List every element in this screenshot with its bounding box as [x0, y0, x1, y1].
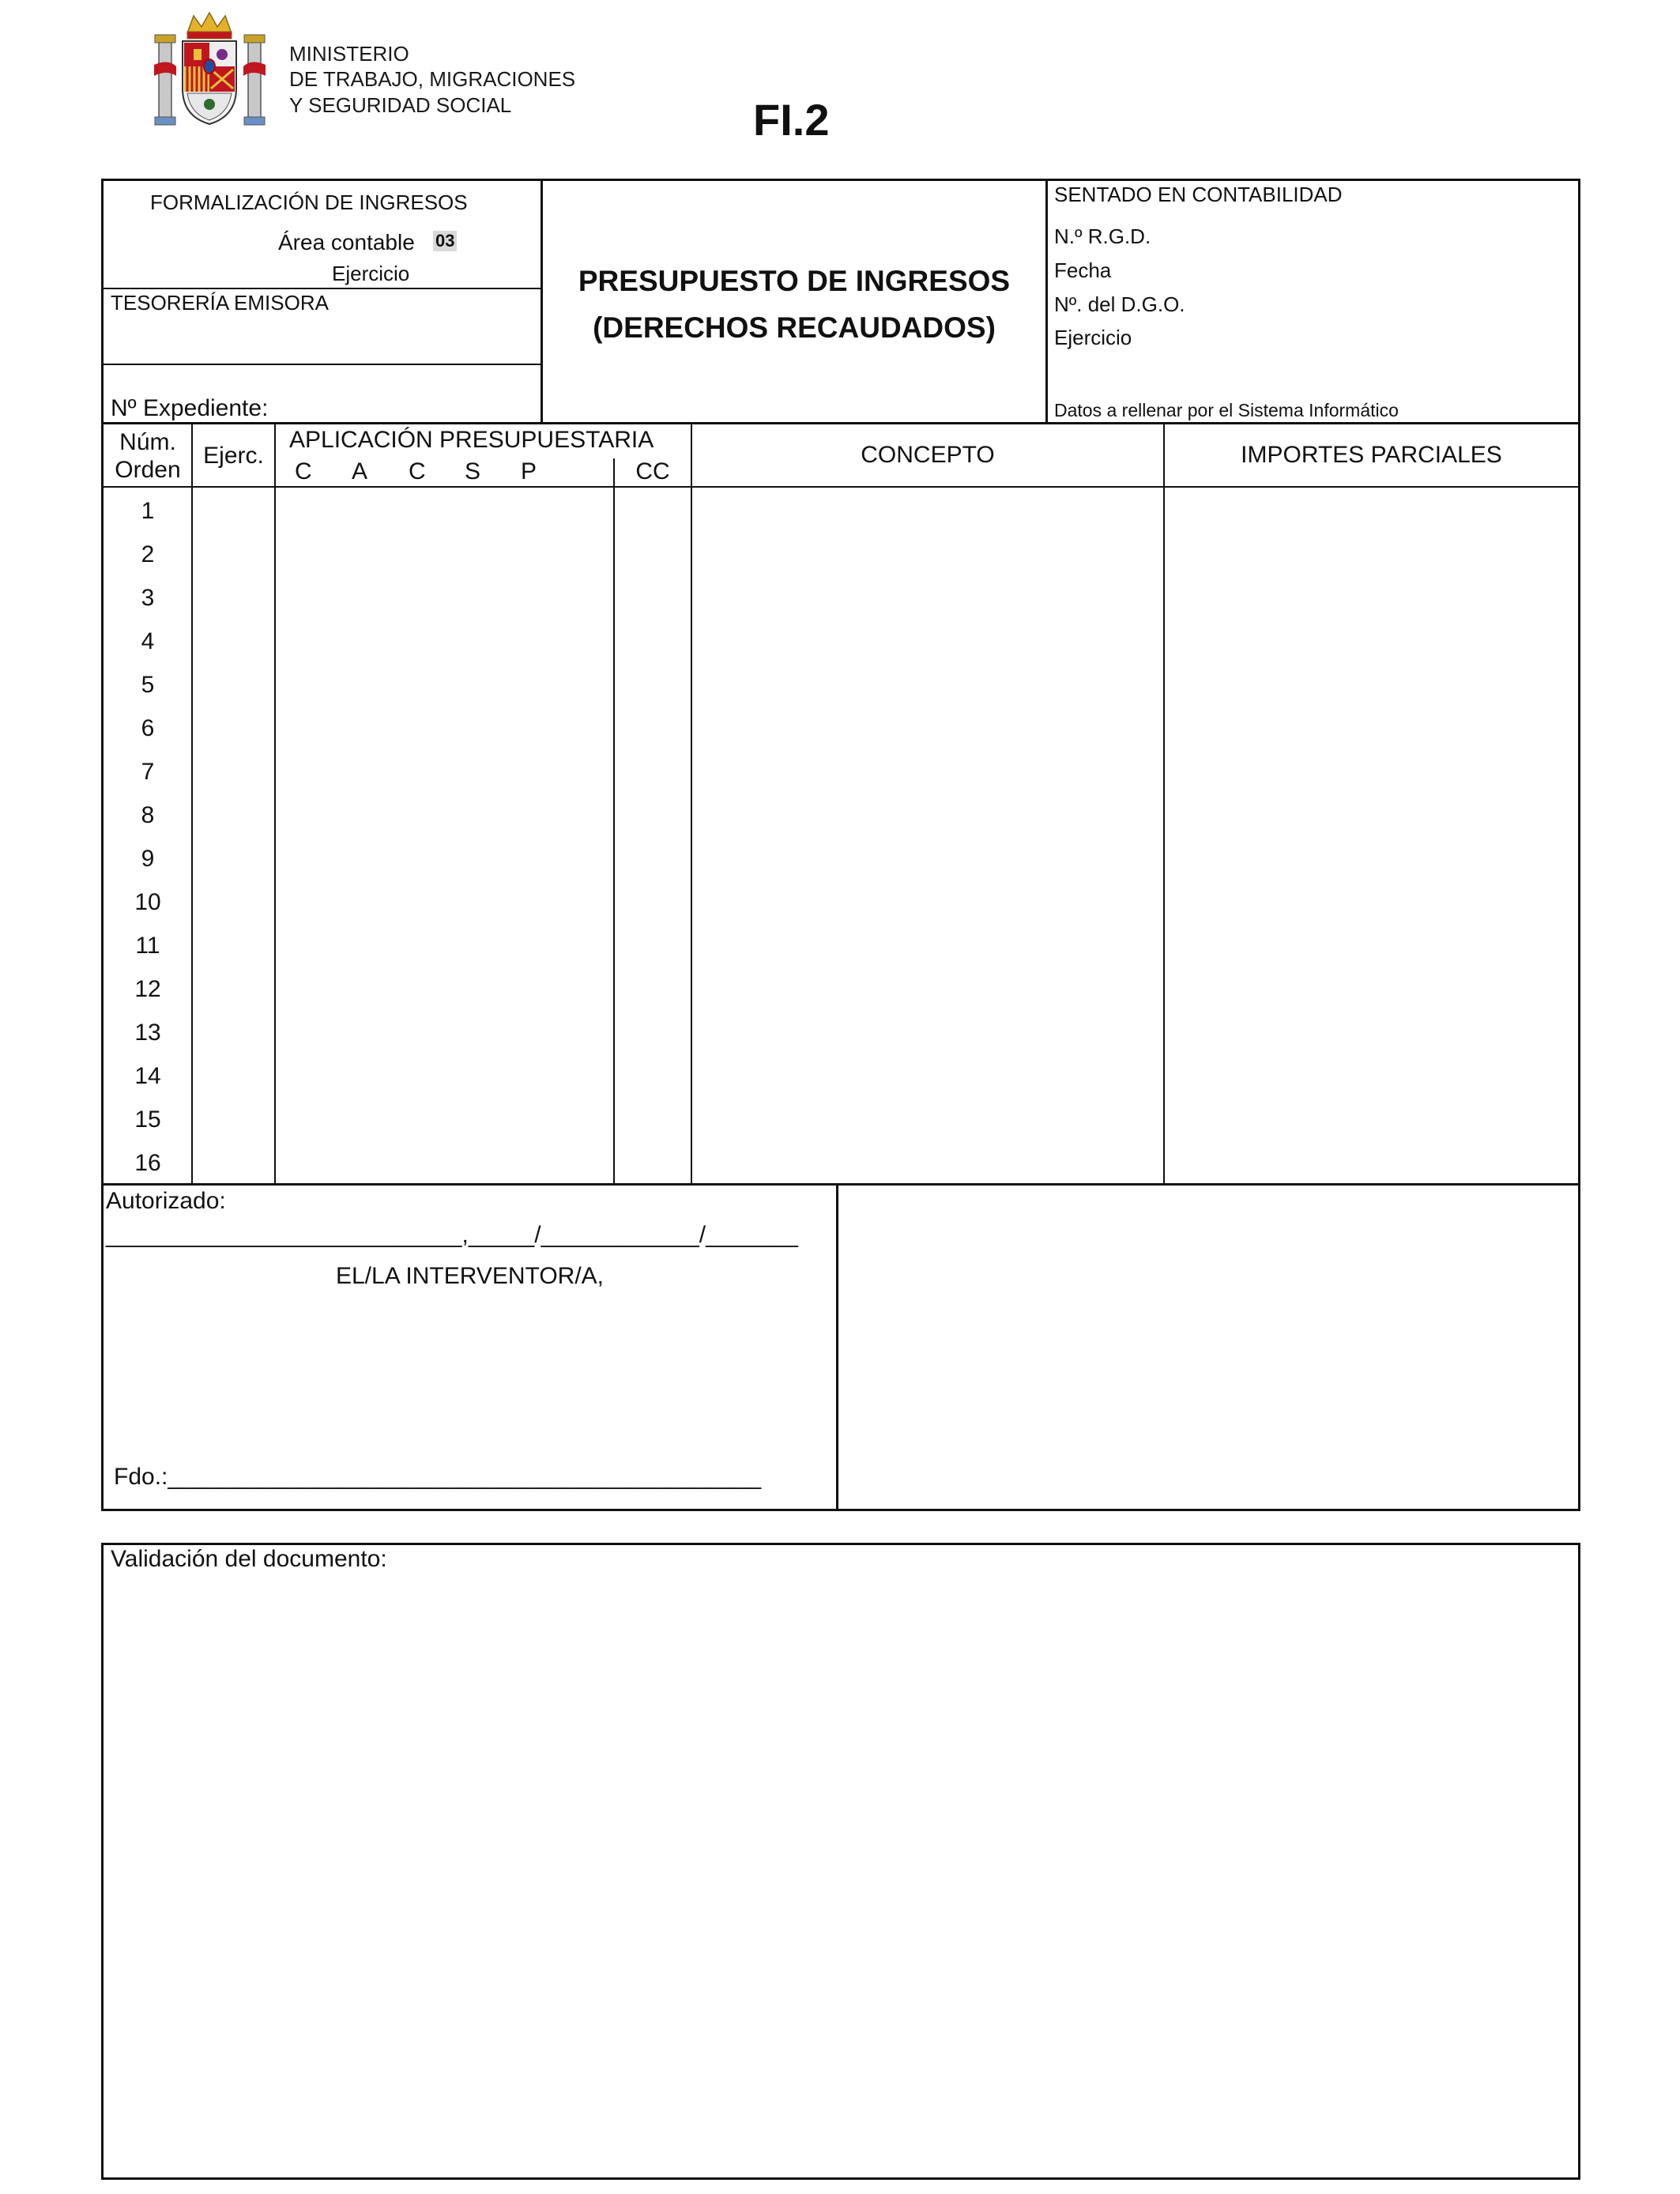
col-aplicacion: APLICACIÓN PRESUPUESTARIA [289, 427, 654, 453]
fdo-signature-line: Fdo.:_____________________________________________ [114, 1464, 762, 1490]
formalizacion-label: FORMALIZACIÓN DE INGRESOS [150, 190, 468, 214]
row-number: 2 [141, 541, 155, 567]
top-box-bottom [101, 422, 1580, 424]
fecha-label: Fecha [1054, 258, 1112, 282]
frame-left [101, 179, 104, 1511]
sub-s: S [465, 458, 481, 484]
autorizado-label: Autorizado: [106, 1188, 226, 1214]
row-number: 10 [134, 889, 161, 915]
validation-label: Validación del documento: [111, 1546, 387, 1572]
area-contable-label: Área contable [278, 230, 415, 254]
row-number: 4 [141, 628, 155, 654]
frame-top [101, 179, 1580, 181]
row-number: 14 [134, 1063, 161, 1089]
ejercicio-label: Ejercicio [332, 262, 410, 285]
row-number: 9 [141, 846, 155, 872]
row-number: 12 [134, 976, 161, 1002]
ministry-line-3: Y SEGURIDAD SOCIAL [289, 93, 512, 117]
sub-cc: CC [635, 458, 670, 484]
table-header-bottom [101, 486, 1580, 488]
tesoreria-line [101, 288, 542, 289]
sub-c1: C [295, 458, 312, 484]
row-number: 1 [141, 498, 155, 524]
col-line-3 [613, 458, 615, 1185]
col-num-line2: Orden [115, 457, 181, 483]
sentado-label: SENTADO EN CONTABILIDAD [1054, 183, 1343, 206]
col-num-line1: Núm. [119, 429, 176, 455]
col-line-2 [274, 422, 276, 1185]
row-number: 11 [135, 933, 160, 959]
sub-c2: C [409, 458, 426, 484]
col-concepto: CONCEPTO [861, 442, 995, 468]
ministry-line-2: DE TRABAJO, MIGRACIONES [289, 67, 576, 91]
expediente-line [101, 364, 542, 365]
col-line-4 [691, 422, 692, 1185]
top-divider-left [541, 179, 543, 424]
frame-bottom [101, 1509, 1580, 1511]
datos-sistema-note: Datos a rellenar por el Sistema Informático [1054, 400, 1399, 420]
row-number: 3 [141, 585, 155, 611]
sub-a: A [352, 458, 368, 484]
interventor-label: EL/LA INTERVENTOR/A, [335, 1263, 604, 1289]
row-number: 7 [141, 759, 155, 785]
col-line-5 [1163, 422, 1165, 1185]
validation-box [101, 1543, 1580, 2180]
title-line-2: (DERECHOS RECAUDADOS) [593, 311, 996, 344]
tesoreria-label: TESORERÍA EMISORA [111, 291, 329, 315]
sub-p: P [521, 458, 537, 484]
col-ejerc: Ejerc. [203, 443, 264, 469]
area-contable-value: 03 [433, 231, 457, 251]
row-number: 8 [141, 802, 155, 828]
rgd-label: N.º R.G.D. [1054, 224, 1151, 248]
expediente-label: Nº Expediente: [111, 395, 269, 421]
table-bottom [101, 1183, 1580, 1186]
top-divider-right [1045, 179, 1048, 424]
row-number: 6 [141, 715, 155, 741]
ejercicio2-label: Ejercicio [1054, 326, 1132, 349]
row-number: 5 [141, 672, 155, 698]
col-importes: IMPORTES PARCIALES [1241, 442, 1502, 468]
row-number: 16 [134, 1150, 161, 1176]
auth-divider [836, 1183, 838, 1510]
coat-of-arms-logo [153, 9, 267, 130]
dgo-label: Nº. del D.G.O. [1054, 292, 1185, 316]
row-number: 13 [134, 1020, 161, 1046]
frame-right [1578, 179, 1580, 1511]
title-line-1: PRESUPUESTO DE INGRESOS [578, 265, 1011, 297]
form-code: FI.2 [753, 95, 830, 145]
date-line: ___________________________,_____/____________/_______ [106, 1222, 798, 1248]
row-number: 15 [134, 1106, 161, 1133]
ministry-line-1: MINISTERIO [289, 42, 409, 66]
